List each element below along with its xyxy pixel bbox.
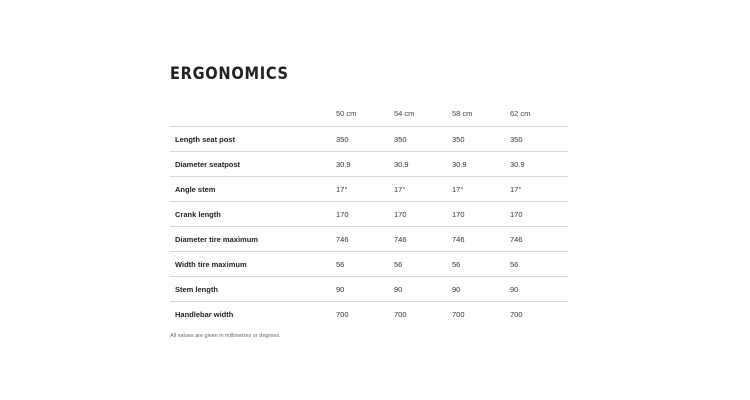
table-cell: 170 [394, 202, 452, 227]
column-header-50cm: 50 cm [336, 109, 357, 118]
row-label: Stem length [170, 277, 336, 302]
table-row [170, 177, 568, 202]
table-cell: 350 [510, 127, 568, 152]
row-label: Diameter seatpost [170, 152, 336, 177]
row-label: Crank length [170, 202, 336, 227]
table-cell: 30.9 [336, 152, 394, 177]
table-cell: 17° [336, 177, 394, 202]
table-cell: 30.9 [394, 152, 452, 177]
table-cell: 90 [394, 277, 452, 302]
column-header-62cm: 62 cm [510, 109, 531, 118]
table-cell: 170 [452, 202, 510, 227]
table-cell: 700 [452, 302, 510, 327]
table-cell: 56 [336, 252, 394, 277]
table-cell: 17° [394, 177, 452, 202]
ergonomics-table [170, 101, 568, 326]
row-label: Diameter tire maximum [170, 227, 336, 252]
table-cell: 746 [452, 227, 510, 252]
table-row [170, 127, 568, 152]
table-cell: 350 [336, 127, 394, 152]
table-row [170, 227, 568, 252]
table-cell: 746 [336, 227, 394, 252]
header-corner-cell [170, 101, 336, 127]
column-header-58cm: 58 cm [452, 109, 473, 118]
table-cell: 17° [510, 177, 568, 202]
table-row [170, 277, 568, 302]
table-cell: 700 [510, 302, 568, 327]
table-cell: 700 [336, 302, 394, 327]
table-cell: 90 [336, 277, 394, 302]
footnote: All values are given in millimetres or degrees. [170, 333, 281, 339]
row-label: Width tire maximum [170, 252, 336, 277]
table-header-row [170, 101, 568, 127]
table-cell: 350 [452, 127, 510, 152]
table-cell: 700 [394, 302, 452, 327]
table-row [170, 252, 568, 277]
table-cell: 30.9 [510, 152, 568, 177]
table-cell: 56 [510, 252, 568, 277]
table-cell: 90 [510, 277, 568, 302]
table-cell: 17° [452, 177, 510, 202]
table-cell: 746 [510, 227, 568, 252]
table-cell: 56 [394, 252, 452, 277]
row-label: Angle stem [170, 177, 336, 202]
table-row [170, 152, 568, 177]
table-cell: 350 [394, 127, 452, 152]
table-cell: 170 [336, 202, 394, 227]
page-title: ERGONOMICS [170, 64, 289, 84]
table-row [170, 302, 568, 327]
column-header-54cm: 54 cm [394, 109, 415, 118]
table-cell: 170 [510, 202, 568, 227]
table-cell: 746 [394, 227, 452, 252]
row-label: Handlebar width [170, 302, 336, 327]
row-label: Length seat post [170, 127, 336, 152]
table-row [170, 202, 568, 227]
table-cell: 30.9 [452, 152, 510, 177]
table-cell: 56 [452, 252, 510, 277]
table-cell: 90 [452, 277, 510, 302]
